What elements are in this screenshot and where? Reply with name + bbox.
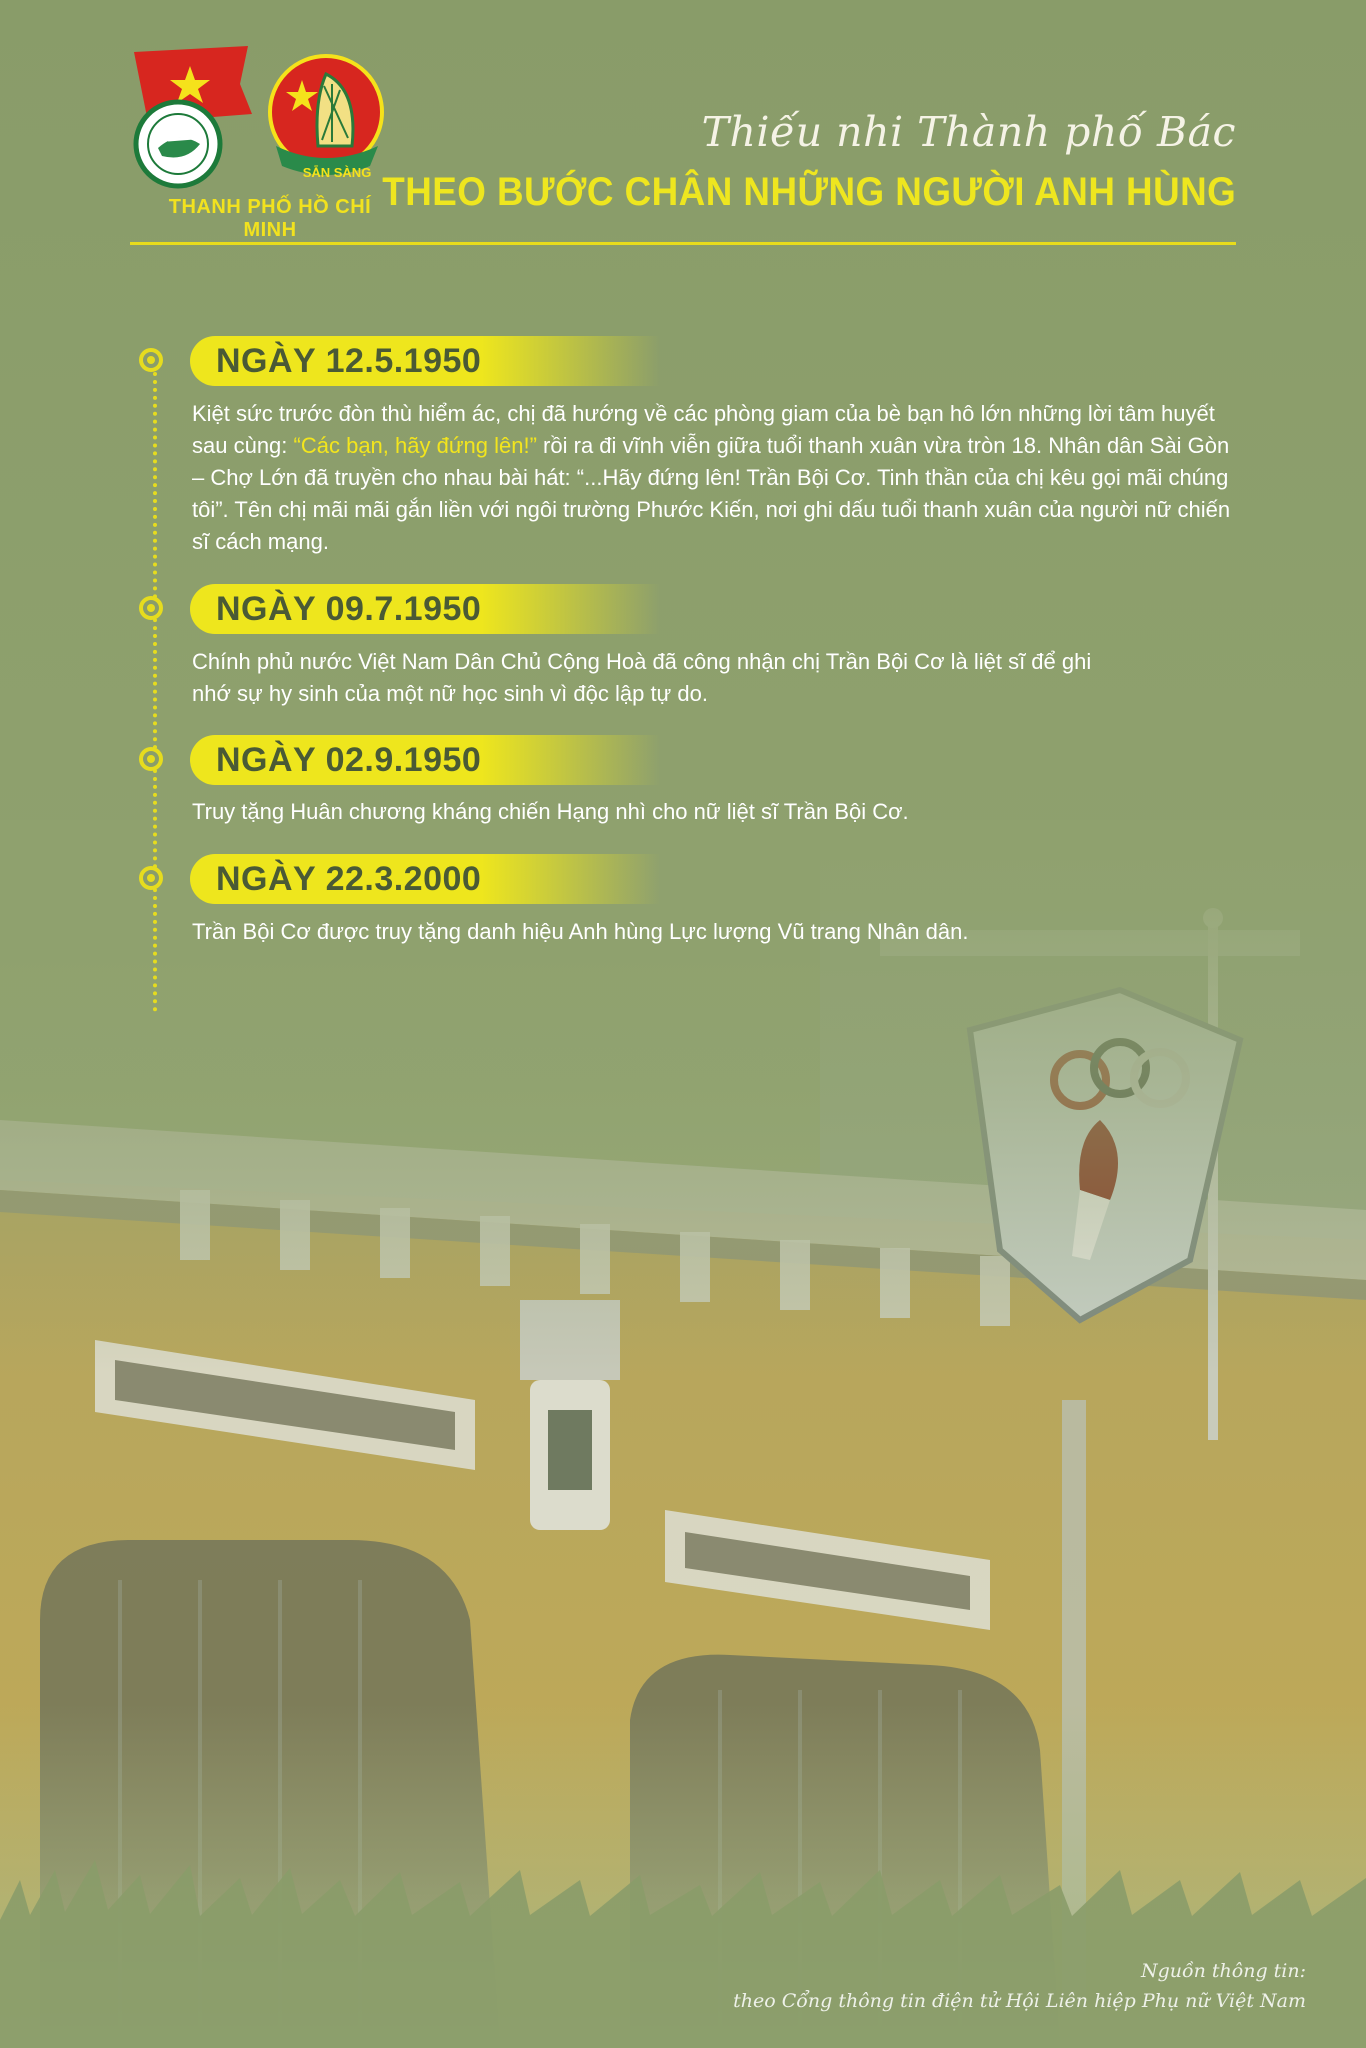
header-logos (128, 44, 408, 241)
youth-union-logo (128, 44, 258, 194)
date-banner (190, 854, 660, 904)
org-name: THANH PHỐ HỒ CHÍ MINH (168, 196, 372, 241)
timeline-marker (139, 348, 163, 372)
header-divider (130, 242, 1236, 245)
timeline-marker (139, 866, 163, 890)
header-subtitle: Thiếu nhi Thành phố Bác (701, 108, 1236, 156)
school-building-illustration (0, 820, 1366, 2048)
event-date: NGÀY 12.5.1950 (216, 342, 482, 380)
date-banner (190, 735, 660, 785)
source-note (733, 1956, 1306, 2016)
timeline-marker (139, 596, 163, 620)
source-detail: theo Cổng thông tin điện tử Hội Liên hiệp Phụ nữ Việt Nam (733, 1990, 1306, 2012)
event-date: NGÀY 09.7.1950 (216, 590, 482, 628)
timeline-marker (139, 747, 163, 771)
header-title: THEO BƯỚC CHÂN NHỮNG NGƯỜI ANH HÙNG (382, 170, 1236, 214)
event-description: Chính phủ nước Việt Nam Dân Chủ Cộng Hoà đã công nhận chị Trần Bội Cơ là liệt sĩ để ghi nhớ sự hy sinh của một nữ học sinh vì độc lập tự do. (192, 649, 1092, 706)
source-label: Nguồn thông tin: (1140, 1960, 1306, 1982)
timeline-line (153, 372, 157, 1012)
date-banner (190, 584, 660, 634)
event-date: NGÀY 22.3.2000 (216, 860, 482, 898)
event-text: Kiệt sức trước đòn thù hiểm ác, chị đã hướng về các phòng giam của bè bạn hô lớn những lời tâm huyết sau cùng: (192, 401, 1215, 458)
badge-label: SẴN SÀNG (302, 165, 372, 180)
event-description: Trần Bội Cơ được truy tặng danh hiệu Anh hùng Lực lượng Vũ trang Nhân dân. (192, 919, 969, 944)
event-description (192, 398, 1242, 558)
date-banner (190, 336, 660, 386)
event-text: rồi ra đi vĩnh viễn giữa tuổi thanh xuân vừa tròn 18. Nhân dân Sài Gòn – Chợ Lớn đã truyền cho nhau bài hát: “...Hãy đứng lên! Trần Bội Cơ. Tinh thần của chị kêu gọi mãi chúng tôi”. Tên chị mãi mãi gắn liền với ngôi trường Phước Kiến, nơi ghi dấu tuổi thanh xuân của người nữ chiến sĩ cách mạng. (192, 433, 1231, 554)
highlight-quote: “Các bạn, hãy đứng lên!” (293, 433, 537, 458)
event-date: NGÀY 02.9.1950 (216, 741, 482, 779)
event-description: Truy tặng Huân chương kháng chiến Hạng nhì cho nữ liệt sĩ Trần Bội Cơ. (192, 799, 909, 824)
